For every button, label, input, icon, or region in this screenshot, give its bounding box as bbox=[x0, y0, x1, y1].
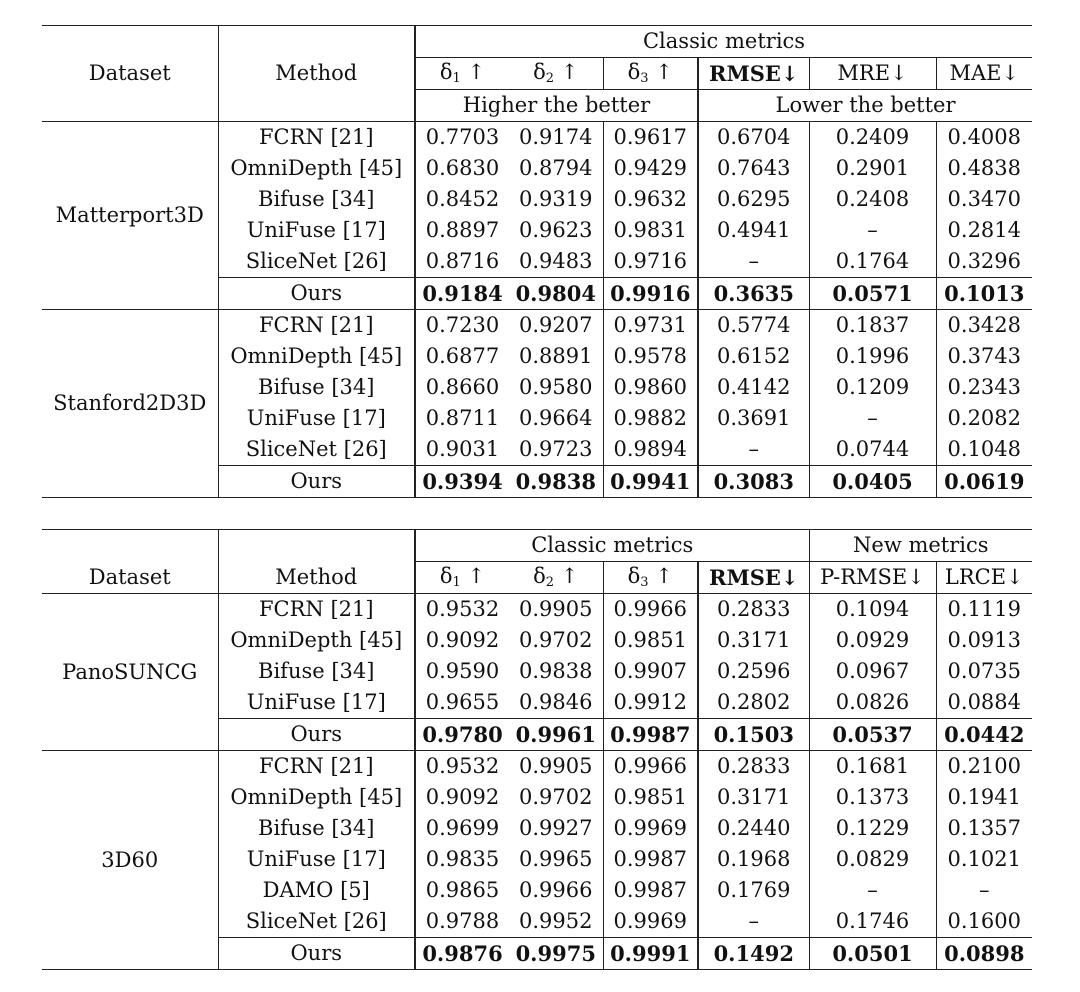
value-col5: 0.1209 bbox=[809, 372, 936, 403]
value-delta1: 0.9655 bbox=[415, 687, 509, 719]
value-delta1: 0.8716 bbox=[415, 246, 509, 278]
value-col5: 0.1229 bbox=[809, 813, 936, 844]
value-delta2: 0.9174 bbox=[509, 122, 603, 154]
value-delta3: 0.9578 bbox=[603, 341, 698, 372]
dataset-name: 3D60 bbox=[42, 751, 218, 970]
method-name: OmniDepth [45] bbox=[218, 341, 415, 372]
value-rmse: – bbox=[698, 434, 809, 466]
method-name: FCRN [21] bbox=[218, 122, 415, 154]
method-name: FCRN [21] bbox=[218, 594, 415, 626]
value-delta1: 0.7230 bbox=[415, 310, 509, 342]
value-delta2: 0.9664 bbox=[509, 403, 603, 434]
value-col6: 0.4838 bbox=[947, 156, 1022, 180]
value-col6: 0.1941 bbox=[947, 785, 1022, 809]
metric-header-rmse: RMSE↓ bbox=[698, 58, 809, 90]
method-name: Ours bbox=[218, 278, 415, 310]
value-rmse: 0.3691 bbox=[698, 403, 809, 434]
value-delta3: 0.9860 bbox=[603, 372, 698, 403]
metric-header-rmse: RMSE↓ bbox=[698, 562, 809, 594]
value-delta1: 0.9788 bbox=[415, 906, 509, 938]
value-delta2: 0.9838 bbox=[509, 656, 603, 687]
metric-header-col5: MRE↓ bbox=[809, 58, 936, 90]
value-delta2: 0.9975 bbox=[509, 938, 603, 970]
value-rmse: 0.3635 bbox=[698, 278, 809, 310]
value-rmse: 0.1492 bbox=[698, 938, 809, 970]
value-delta2: 0.9966 bbox=[509, 875, 603, 906]
value-delta1: 0.6877 bbox=[415, 341, 509, 372]
dataset-header: Dataset bbox=[42, 562, 218, 594]
value-col5: 0.1764 bbox=[809, 246, 936, 278]
metric-header-delta1: $\delta_1$ ↑ bbox=[415, 562, 509, 594]
value-rmse: 0.6704 bbox=[698, 122, 809, 154]
value-rmse: 0.3171 bbox=[698, 625, 809, 656]
method-name: Ours bbox=[218, 938, 415, 970]
value-delta2: 0.9207 bbox=[509, 310, 603, 342]
value-delta3: 0.9731 bbox=[603, 310, 698, 342]
method-name: FCRN [21] bbox=[218, 751, 415, 783]
value-rmse: 0.7643 bbox=[698, 153, 809, 184]
value-rmse: 0.3171 bbox=[698, 782, 809, 813]
value-delta3: 0.9907 bbox=[603, 656, 698, 687]
value-delta2: 0.9702 bbox=[509, 782, 603, 813]
value-col5: 0.0744 bbox=[809, 434, 936, 466]
value-rmse: 0.4142 bbox=[698, 372, 809, 403]
value-col6: 0.0442 bbox=[936, 719, 1032, 751]
value-delta3: 0.9894 bbox=[603, 434, 698, 466]
value-col5: 0.1373 bbox=[809, 782, 936, 813]
value-rmse: 0.6295 bbox=[698, 184, 809, 215]
value-col6: 0.1021 bbox=[947, 847, 1022, 871]
value-rmse: 0.4941 bbox=[698, 215, 809, 246]
value-delta3: 0.9912 bbox=[603, 687, 698, 719]
value-col5: – bbox=[809, 403, 936, 434]
value-delta1: 0.7703 bbox=[415, 122, 509, 154]
value-rmse: – bbox=[698, 906, 809, 938]
value-col5: 0.0501 bbox=[809, 938, 936, 970]
value-rmse: 0.2833 bbox=[698, 594, 809, 626]
value-delta3: 0.9966 bbox=[603, 594, 698, 626]
method-name: Ours bbox=[218, 719, 415, 751]
value-col5: 0.1837 bbox=[809, 310, 936, 342]
method-name: SliceNet [26] bbox=[218, 434, 415, 466]
method-name: UniFuse [17] bbox=[218, 844, 415, 875]
method-name: Bifuse [34] bbox=[218, 184, 415, 215]
value-col5: – bbox=[809, 875, 936, 906]
results-table bbox=[42, 25, 1032, 970]
lower-better-label: Lower the better bbox=[775, 93, 956, 117]
value-col6: 0.1600 bbox=[947, 909, 1022, 933]
value-delta3: 0.9632 bbox=[603, 184, 698, 215]
value-delta3: 0.9966 bbox=[603, 751, 698, 783]
metric-header-delta1: $\delta_1$ ↑ bbox=[415, 58, 509, 90]
value-delta2: 0.9723 bbox=[509, 434, 603, 466]
value-rmse: 0.3083 bbox=[698, 466, 809, 498]
value-col6: 0.0884 bbox=[947, 690, 1022, 714]
value-col5: 0.2901 bbox=[809, 153, 936, 184]
value-col5: – bbox=[809, 215, 936, 246]
value-col6: 0.2814 bbox=[947, 218, 1022, 242]
value-rmse: 0.1968 bbox=[698, 844, 809, 875]
value-delta1: 0.8452 bbox=[415, 184, 509, 215]
value-delta2: 0.9961 bbox=[509, 719, 603, 751]
value-delta3: 0.9987 bbox=[603, 875, 698, 906]
method-header: Method bbox=[218, 562, 415, 594]
method-name: Bifuse [34] bbox=[218, 372, 415, 403]
metric-header-col6: MAE↓ bbox=[936, 58, 1032, 90]
value-delta2: 0.9965 bbox=[509, 844, 603, 875]
value-rmse: 0.1769 bbox=[698, 875, 809, 906]
classic-metrics-header: Classic metrics bbox=[415, 26, 1032, 58]
metric-header-col6: LRCE↓ bbox=[944, 565, 1024, 589]
value-delta3: 0.9991 bbox=[603, 938, 698, 970]
value-delta1: 0.9092 bbox=[415, 782, 509, 813]
value-col6: 0.4008 bbox=[947, 125, 1022, 149]
value-rmse: 0.2596 bbox=[698, 656, 809, 687]
empty-header-cell bbox=[218, 530, 415, 562]
dataset-name: Matterport3D bbox=[42, 122, 218, 310]
method-name: Ours bbox=[218, 466, 415, 498]
value-delta3: 0.9916 bbox=[603, 278, 698, 310]
value-delta1: 0.8711 bbox=[415, 403, 509, 434]
value-delta2: 0.9905 bbox=[509, 751, 603, 783]
value-col6: 0.0619 bbox=[936, 466, 1032, 498]
value-col5: 0.0571 bbox=[809, 278, 936, 310]
value-col6: 0.3296 bbox=[947, 249, 1022, 273]
method-name: UniFuse [17] bbox=[218, 687, 415, 719]
metric-header-delta3: $\delta_3$ ↑ bbox=[603, 562, 698, 594]
value-rmse: 0.2833 bbox=[698, 751, 809, 783]
value-col6: 0.1357 bbox=[947, 816, 1022, 840]
value-delta3: 0.9969 bbox=[603, 906, 698, 938]
value-delta1: 0.9394 bbox=[415, 466, 509, 498]
value-col5: 0.2408 bbox=[809, 184, 936, 215]
method-header: Method bbox=[218, 26, 415, 122]
value-delta2: 0.9952 bbox=[509, 906, 603, 938]
value-col6: 0.2082 bbox=[947, 406, 1022, 430]
dataset-header: Dataset bbox=[42, 26, 218, 122]
new-metrics-header: New metrics bbox=[809, 530, 1032, 562]
higher-better-label: Higher the better bbox=[415, 90, 698, 122]
method-name: OmniDepth [45] bbox=[218, 782, 415, 813]
value-delta3: 0.9987 bbox=[603, 844, 698, 875]
value-col6: 0.1013 bbox=[936, 278, 1032, 310]
value-delta2: 0.9483 bbox=[509, 246, 603, 278]
value-col5: 0.1746 bbox=[809, 906, 936, 938]
value-rmse: 0.5774 bbox=[698, 310, 809, 342]
method-name: Bifuse [34] bbox=[218, 656, 415, 687]
method-name: UniFuse [17] bbox=[218, 215, 415, 246]
value-delta2: 0.9927 bbox=[509, 813, 603, 844]
value-delta1: 0.9699 bbox=[415, 813, 509, 844]
method-name: SliceNet [26] bbox=[218, 246, 415, 278]
table-double-rule bbox=[42, 498, 1032, 530]
value-delta3: 0.9969 bbox=[603, 813, 698, 844]
dataset-name: Stanford2D3D bbox=[42, 310, 218, 498]
value-col5: 0.1996 bbox=[809, 341, 936, 372]
value-delta1: 0.8660 bbox=[415, 372, 509, 403]
value-col6: 0.3743 bbox=[947, 344, 1022, 368]
value-delta2: 0.9846 bbox=[509, 687, 603, 719]
value-delta3: 0.9941 bbox=[603, 466, 698, 498]
value-col5: 0.0826 bbox=[809, 687, 936, 719]
metric-header-delta3: $\delta_3$ ↑ bbox=[603, 58, 698, 90]
classic-metrics-header: Classic metrics bbox=[415, 530, 809, 562]
value-delta1: 0.6830 bbox=[415, 153, 509, 184]
value-col6: 0.2100 bbox=[947, 754, 1022, 778]
method-name: DAMO [5] bbox=[218, 875, 415, 906]
value-delta2: 0.9804 bbox=[509, 278, 603, 310]
value-col5: 0.1681 bbox=[809, 751, 936, 783]
metric-header-col5: P-RMSE↓ bbox=[809, 562, 936, 594]
value-delta1: 0.8897 bbox=[415, 215, 509, 246]
value-delta1: 0.9184 bbox=[415, 278, 509, 310]
value-delta1: 0.9532 bbox=[415, 751, 509, 783]
value-col6: – bbox=[979, 878, 990, 902]
value-delta1: 0.9865 bbox=[415, 875, 509, 906]
value-col6: 0.0898 bbox=[936, 938, 1032, 970]
value-delta3: 0.9716 bbox=[603, 246, 698, 278]
value-delta2: 0.9319 bbox=[509, 184, 603, 215]
value-delta1: 0.9835 bbox=[415, 844, 509, 875]
value-delta1: 0.9031 bbox=[415, 434, 509, 466]
empty-header-cell bbox=[42, 530, 218, 562]
value-col6: 0.0735 bbox=[947, 659, 1022, 683]
value-delta2: 0.9702 bbox=[509, 625, 603, 656]
value-rmse: 0.6152 bbox=[698, 341, 809, 372]
value-col5: 0.2409 bbox=[809, 122, 936, 154]
value-col6: 0.0913 bbox=[947, 628, 1022, 652]
value-col6: 0.1048 bbox=[947, 437, 1022, 461]
value-delta2: 0.9623 bbox=[509, 215, 603, 246]
method-name: FCRN [21] bbox=[218, 310, 415, 342]
value-delta3: 0.9617 bbox=[603, 122, 698, 154]
value-col6: 0.3470 bbox=[947, 187, 1022, 211]
value-delta1: 0.9092 bbox=[415, 625, 509, 656]
value-col5: 0.0537 bbox=[809, 719, 936, 751]
method-name: Bifuse [34] bbox=[218, 813, 415, 844]
value-delta3: 0.9831 bbox=[603, 215, 698, 246]
results-table-body bbox=[42, 26, 1032, 970]
metric-header-delta2: $\delta_2$ ↑ bbox=[509, 562, 603, 594]
value-delta3: 0.9851 bbox=[603, 625, 698, 656]
value-delta3: 0.9851 bbox=[603, 782, 698, 813]
value-col6: 0.1119 bbox=[947, 597, 1022, 621]
value-delta1: 0.9590 bbox=[415, 656, 509, 687]
method-name: UniFuse [17] bbox=[218, 403, 415, 434]
value-delta1: 0.9532 bbox=[415, 594, 509, 626]
value-rmse: 0.2802 bbox=[698, 687, 809, 719]
metric-header-delta2: $\delta_2$ ↑ bbox=[509, 58, 603, 90]
value-delta3: 0.9987 bbox=[603, 719, 698, 751]
value-delta1: 0.9780 bbox=[415, 719, 509, 751]
value-delta2: 0.9905 bbox=[509, 594, 603, 626]
method-name: OmniDepth [45] bbox=[218, 625, 415, 656]
value-delta2: 0.8794 bbox=[509, 153, 603, 184]
value-delta2: 0.9580 bbox=[509, 372, 603, 403]
value-col5: 0.0405 bbox=[809, 466, 936, 498]
value-delta3: 0.9882 bbox=[603, 403, 698, 434]
value-delta3: 0.9429 bbox=[603, 153, 698, 184]
value-rmse: – bbox=[698, 246, 809, 278]
method-name: SliceNet [26] bbox=[218, 906, 415, 938]
value-delta2: 0.8891 bbox=[509, 341, 603, 372]
value-delta1: 0.9876 bbox=[415, 938, 509, 970]
value-col6: 0.3428 bbox=[947, 313, 1022, 337]
dataset-name: PanoSUNCG bbox=[42, 594, 218, 751]
value-rmse: 0.1503 bbox=[698, 719, 809, 751]
method-name: OmniDepth [45] bbox=[218, 153, 415, 184]
value-delta2: 0.9838 bbox=[509, 466, 603, 498]
value-col5: 0.0829 bbox=[809, 844, 936, 875]
value-col5: 0.0929 bbox=[809, 625, 936, 656]
value-col6: 0.2343 bbox=[947, 375, 1022, 399]
value-col5: 0.0967 bbox=[809, 656, 936, 687]
value-rmse: 0.2440 bbox=[698, 813, 809, 844]
results-table-figure bbox=[42, 25, 1032, 970]
value-col5: 0.1094 bbox=[809, 594, 936, 626]
